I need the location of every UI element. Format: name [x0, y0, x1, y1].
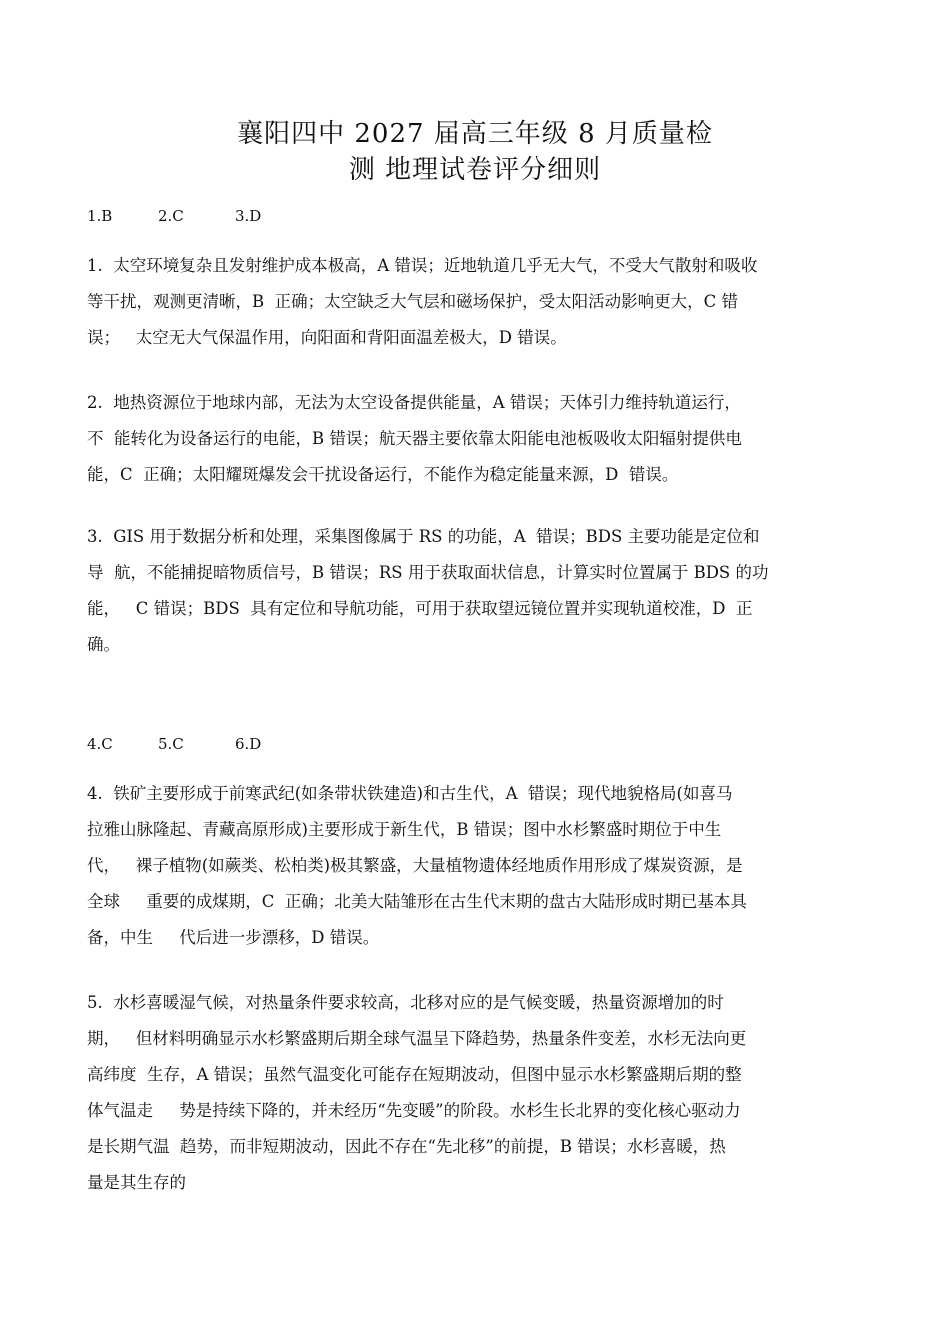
explanation-q2: [87, 385, 857, 493]
explanation-q5: [87, 985, 857, 1201]
answer-key-row-2: [87, 734, 261, 754]
text-line: 导 航，不能捕捉暗物质信号，B 错误；RS 用于获取面状信息，计算实时位置属于 BDS 的功: [87, 563, 769, 582]
answer-3: 3.D: [235, 207, 262, 225]
text-line: 确。: [87, 635, 120, 654]
document-title-line-2: 测 地理试卷评分细则: [348, 155, 602, 185]
answer-2: 2.C: [158, 207, 184, 225]
answer-key-row-1: [87, 206, 261, 226]
text-line: 4. 铁矿主要形成于前寒武纪(如条带状铁建造)和古生代，A 错误；现代地貌格局(如喜马: [87, 784, 733, 803]
answer-4: 4.C: [87, 735, 113, 753]
text-line: 误； 太空无大气保温作用，向阳面和背阳面温差极大，D 错误。: [87, 328, 567, 347]
text-line: 是长期气温 趋势，而非短期波动，因此不存在“先北移”的前提，B 错误；水杉喜暖，热: [87, 1137, 726, 1156]
text-line: 不 能转化为设备运行的电能，B 错误；航天器主要依靠太阳能电池板吸收太阳辐射提供电: [87, 429, 742, 448]
explanation-q3: [87, 519, 857, 663]
text-line: 能，C 正确；太阳耀斑爆发会干扰设备运行，不能作为稳定能量来源，D 错误。: [87, 465, 679, 484]
answer-6: 6.D: [235, 735, 262, 753]
text-line: 全球 重要的成煤期，C 正确；北美大陆雏形在古生代末期的盘古大陆形成时期已基本具: [87, 892, 747, 911]
text-line: 代， 裸子植物(如蕨类、松柏类)极其繁盛，大量植物遗体经地质作用形成了煤炭资源，是: [87, 856, 743, 875]
text-line: 2. 地热资源位于地球内部，无法为太空设备提供能量，A 错误；天体引力维持轨道运行，: [87, 393, 741, 412]
text-line: 拉雅山脉隆起、青藏高原形成)主要形成于新生代，B 错误；图中水杉繁盛时期位于中生: [87, 820, 722, 839]
text-line: 高纬度 生存，A 错误；虽然气温变化可能存在短期波动，但图中显示水杉繁盛期后期的整: [87, 1065, 742, 1084]
text-line: 期， 但材料明确显示水杉繁盛期后期全球气温呈下降趋势，热量条件变差，水杉无法向更: [87, 1029, 747, 1048]
text-line: 5. 水杉喜暖湿气候，对热量条件要求较高，北移对应的是气候变暖，热量资源增加的时: [87, 993, 724, 1012]
answer-1: 1.B: [87, 207, 113, 225]
text-line: 1. 太空环境复杂且发射维护成本极高，A 错误；近地轨道几乎无大气，不受大气散射和吸收: [87, 256, 758, 275]
text-line: 等干扰，观测更清晰，B 正确；太空缺乏大气层和磁场保护，受太阳活动影响更大，C 错: [87, 292, 738, 311]
text-line: 3. GIS 用于数据分析和处理，采集图像属于 RS 的功能，A 错误；BDS 主要功能是定位和: [87, 527, 760, 546]
text-line: 能， C 错误；BDS 具有定位和导航功能，可用于获取望远镜位置并实现轨道校准，D 正: [87, 599, 753, 618]
text-line: 备，中生 代后进一步漂移，D 错误。: [87, 928, 380, 947]
document-title-line-1: 襄阳四中 2027 届高三年级 8 月质量检: [237, 119, 713, 149]
text-line: 量是其生存的: [87, 1173, 186, 1192]
text-line: 体气温走 势是持续下降的，并未经历“先变暖”的阶段。水杉生长北界的变化核心驱动力: [87, 1101, 741, 1120]
explanation-q4: [87, 776, 857, 956]
answer-5: 5.C: [158, 735, 184, 753]
explanation-q1: [87, 248, 857, 356]
